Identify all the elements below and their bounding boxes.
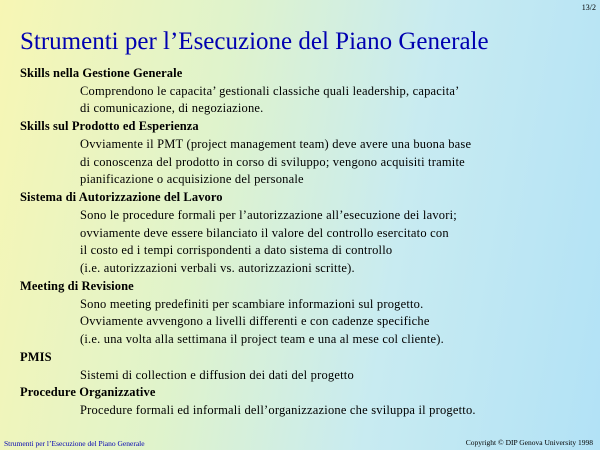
section-body [20,367,590,385]
section-body [20,207,590,278]
body-line: Ovviamente avvengono a livelli differenti e con cadenze specifiche [80,314,430,329]
section-body [20,136,590,189]
slide-title: Strumenti per l’Esecuzione del Piano Generale [20,28,489,55]
section-organizational-procedures [20,384,590,419]
body-line: Procedure formali ed informali dell’organizzazione che sviluppa il progetto. [80,402,476,417]
section-heading: PMIS [20,349,52,364]
body-line: ovviamente deve essere bilanciato il valore del controllo esercitato con [80,225,449,240]
section-review-meeting [20,278,590,349]
slide-content [20,65,590,420]
body-line: Sono le procedure formali per l’autorizzazione all’esecuzione dei lavori; [80,207,457,222]
body-line: di conoscenza del prodotto in corso di sviluppo; vengono acquisiti tramite [80,154,465,169]
section-heading: Skills sul Prodotto ed Esperienza [20,119,199,134]
section-heading: Procedure Organizzative [20,385,156,400]
footer-title: Strumenti per l’Esecuzione del Piano Generale [4,439,145,448]
section-heading: Skills nella Gestione Generale [20,66,183,80]
section-work-authorization [20,189,590,278]
body-line: (i.e. autorizzazioni verbali vs. autorizzazioni scritte). [80,261,355,276]
section-general-management [20,65,590,118]
section-heading: Sistema di Autorizzazione del Lavoro [20,190,223,205]
section-product-skills [20,118,590,189]
footer-copyright: Copyright © DIP Genova University 1998 [465,438,593,447]
section-heading: Meeting di Revisione [20,278,134,293]
section-body [20,83,590,119]
section-pmis [20,349,590,384]
body-line: Sono meeting predefiniti per scambiare informazioni sul progetto. [80,296,424,311]
body-line: Ovviamente il PMT (project management team) deve avere una buona base [80,136,472,151]
section-body [20,296,590,349]
body-line: (i.e. una volta alla settimana il project team e una al mese col cliente). [80,332,444,347]
section-body [20,402,590,420]
body-line: di comunicazione, di negoziazione. [80,101,264,116]
body-line: il costo ed i tempi corrispondenti a dato sistema di controllo [80,243,393,258]
body-line: Sistemi di collection e diffusion dei dati del progetto [80,367,354,382]
slide-number: 13/2 [581,3,596,12]
body-line: Comprendono le capacita’ gestionali classiche quali leadership, capacita’ [80,83,460,98]
body-line: pianificazione o acquisizione del personale [80,172,304,187]
